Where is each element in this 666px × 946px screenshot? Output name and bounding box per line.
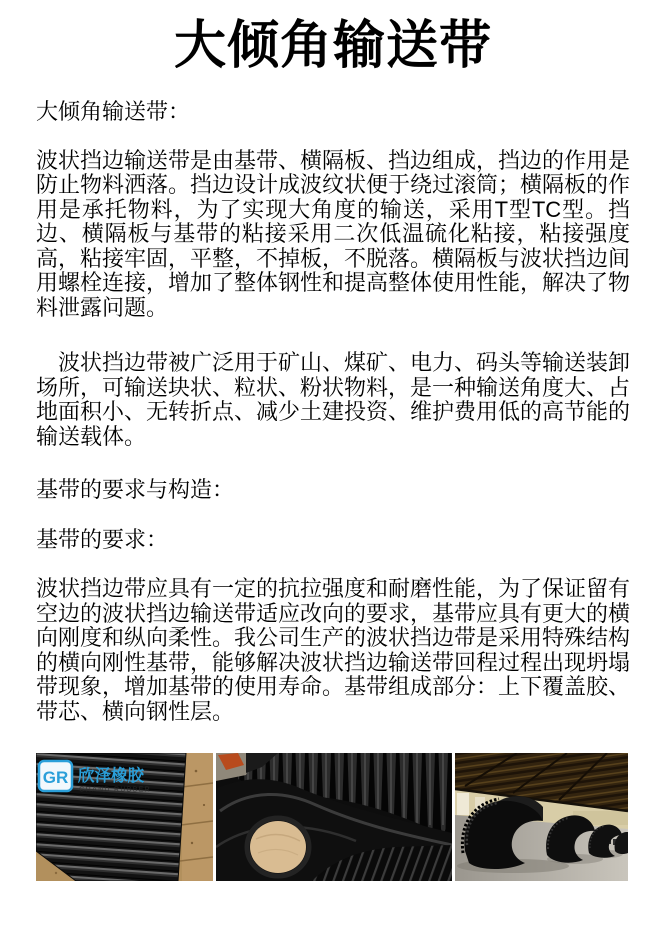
paragraph-composition: 波状挡边输送带是由基带、横隔板、挡边组成，挡边的作用是防止物料洒落。挡边设计成波纹状便于绕过滚筒；横隔板的作用是承托物料，为了实现大角度的输送，采用T型TC型。挡边、横隔板与基带的粘接采用二次低温硫化粘接，粘接强度高，粘接牢固，平整，不掉板，不脱落。横隔板与波状挡边间用螺栓连接，增加了整体钢性和提高整体使用性能，解决了物料泄露问题。 [36, 147, 631, 320]
logo-name-cn: 欣泽橡胶 [78, 767, 144, 785]
paragraph-base-belt: 波状挡边带应具有一定的抗拉强度和耐磨性能，为了保证留有空边的波状挡边输送带适应改向的要求，基带应具有更大的横向刚度和纵向柔性。我公司生产的波状挡边带是采用特殊结构的横向刚性基带，能够解决波状挡边输送带回程过程出现坍塌带现象，增加基带的使用寿命。基带组成部分：上下覆盖胶、带芯、横向钢性层。 [36, 576, 631, 724]
paragraph-applications: 波状挡边带被广泛用于矿山、煤矿、电力、码头等输送装卸场所，可输送块状、粒状、粉状物料，是一种输送角度大、占地面积小、无转折点、减少土建投资、维护费用低的高节能的输送载体。 [36, 350, 631, 449]
photo-warehouse-illustration [455, 753, 628, 881]
photo-belt-loop [216, 753, 452, 881]
document-page [36, 16, 630, 881]
page-title: 大倾角输送带 [173, 17, 492, 75]
logo-monogram: GR [42, 768, 69, 787]
photo-sidewall-closeup-illustration [36, 753, 213, 881]
photo-row [36, 753, 630, 881]
logo-name-en: GRAND RUBBER [79, 786, 151, 794]
photo-warehouse-rolls [455, 753, 628, 881]
intro-label: 大倾角输送带： [36, 99, 191, 124]
section-heading-requirements: 基带的要求： [36, 526, 169, 552]
section-heading-requirements-structure: 基带的要求与构造： [36, 477, 235, 502]
photo-sidewall-closeup [36, 753, 213, 881]
photo-belt-loop-illustration [216, 753, 452, 881]
